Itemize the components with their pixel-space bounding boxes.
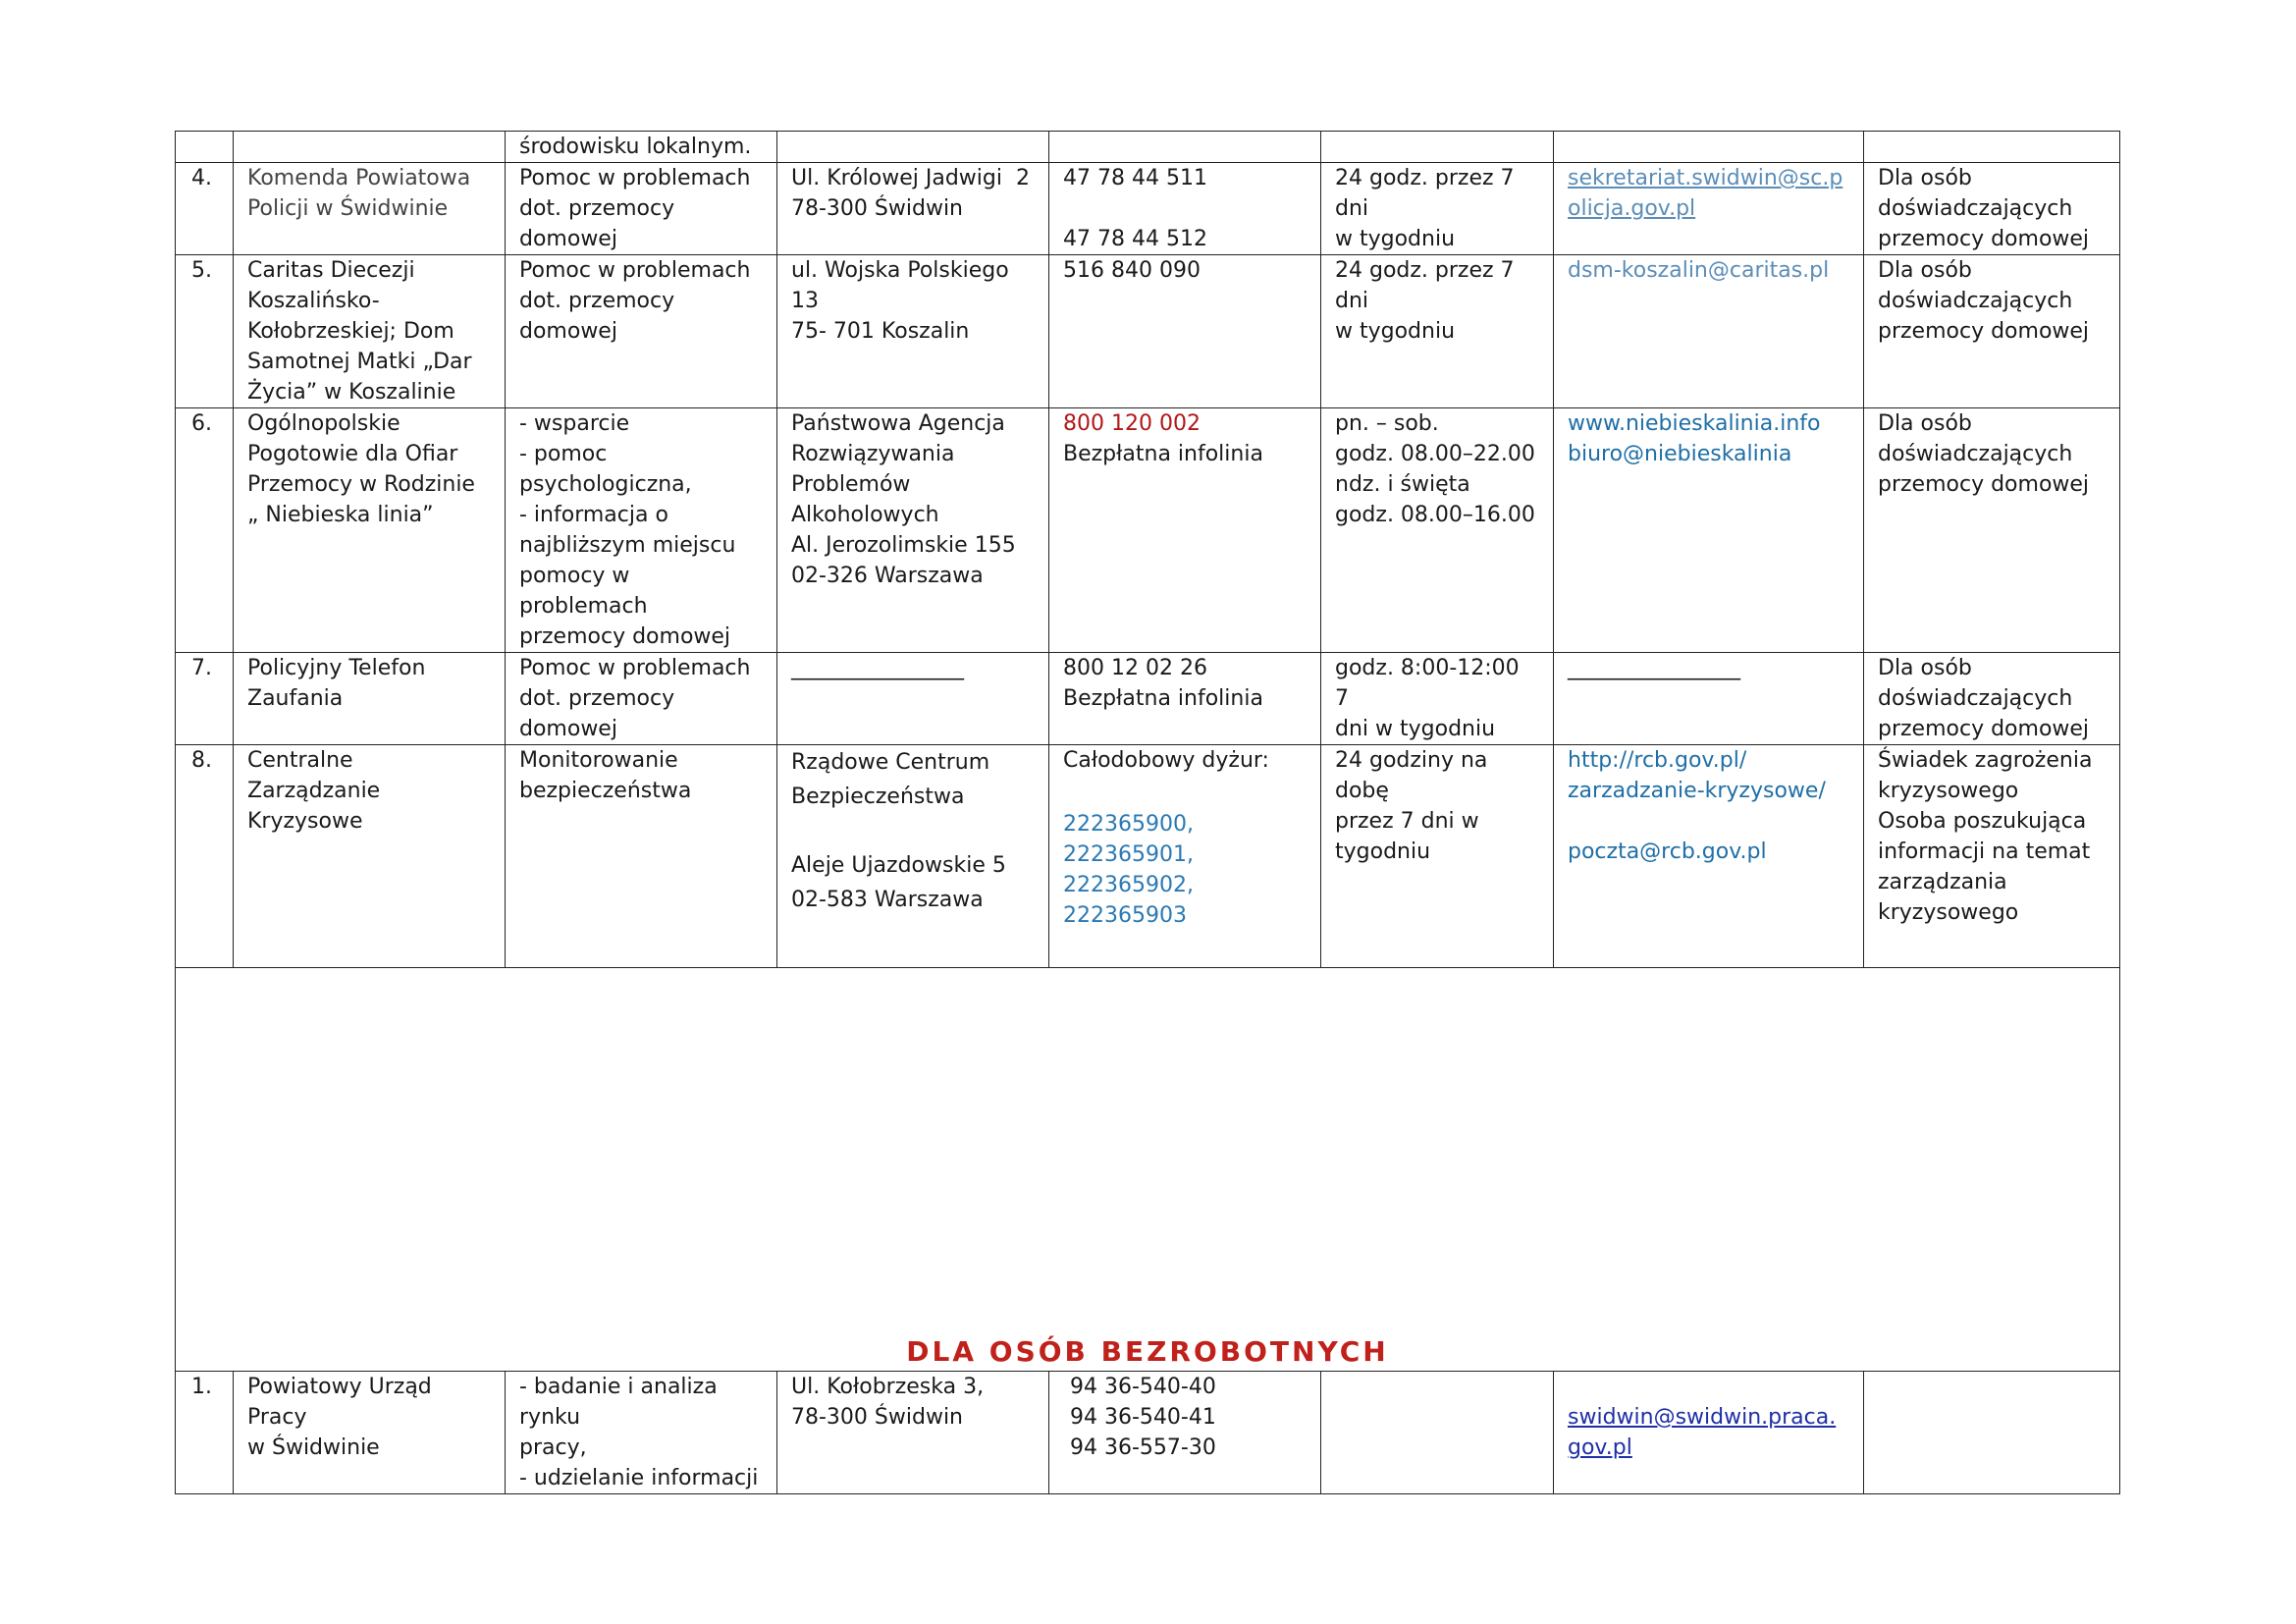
email-link[interactable]: biuro@niebieskalinia	[1568, 442, 1792, 466]
phone-number[interactable]: 222365902,	[1063, 873, 1194, 897]
row-number: 8.	[176, 745, 234, 968]
hours: godz. 8:00-12:00 7 dni w tygodniu	[1321, 653, 1554, 745]
contact: ________________	[1554, 653, 1864, 745]
row-number: 7.	[176, 653, 234, 745]
table-row	[176, 163, 2120, 255]
hours	[1321, 132, 1554, 163]
section-row	[176, 968, 2120, 1372]
phone	[1049, 132, 1321, 163]
phone: 516 840 090	[1049, 255, 1321, 408]
address: ul. Wojska Polskiego 13 75- 701 Koszalin	[777, 255, 1049, 408]
table-row	[176, 1372, 2120, 1494]
target-group	[1864, 132, 2120, 163]
address: Ul. Kołobrzeska 3, 78-300 Świdwin	[777, 1372, 1049, 1494]
target-group: Dla osób doświadczających przemocy domowej	[1864, 163, 2120, 255]
address: Ul. Królowej Jadwigi 2 78-300 Świdwin	[777, 163, 1049, 255]
target-group: Dla osób doświadczających przemocy domowej	[1864, 255, 2120, 408]
contact	[1554, 255, 1864, 408]
institution-name: Ogólnopolskie Pogotowie dla Ofiar Przemocy w Rodzinie „ Niebieska linia”	[234, 408, 506, 653]
institution-name: Komenda Powiatowa Policji w Świdwinie	[234, 163, 506, 255]
institution-name: Powiatowy Urząd Pracy w Świdwinie	[234, 1372, 506, 1494]
phone-number[interactable]: 222365901,	[1063, 842, 1194, 867]
scope-of-help: - wsparcie - pomoc psychologiczna, - informacja o najbliższym miejscu pomocy w problemach przemocy domowej	[506, 408, 777, 653]
row-number: 5.	[176, 255, 234, 408]
contact	[1554, 132, 1864, 163]
table-row	[176, 255, 2120, 408]
table-row	[176, 408, 2120, 653]
email-link[interactable]: swidwin@swidwin.praca.gov.pl	[1568, 1405, 1837, 1460]
contact	[1554, 1372, 1864, 1494]
hours: 24 godz. przez 7 dni w tygodniu	[1321, 255, 1554, 408]
section-title: DLA OSÓB BEZROBOTNYCH	[906, 1335, 1389, 1368]
scope-of-help: - badanie i analiza rynku pracy, - udzielanie informacji	[506, 1372, 777, 1494]
website-link-path[interactable]: zarzadzanie-kryzysowe/	[1568, 779, 1826, 803]
contact	[1554, 745, 1864, 968]
email-link[interactable]: sekretariat.swidwin@sc.policja.gov.pl	[1568, 166, 1843, 221]
target-group	[1864, 1372, 2120, 1494]
phone: Całodobowy dyżur: 222365900, 222365901, 222365902, 222365903	[1049, 745, 1321, 968]
institution-name: Policyjny Telefon Zaufania	[234, 653, 506, 745]
phone: 800 12 02 26 Bezpłatna infolinia	[1049, 653, 1321, 745]
row-number	[176, 132, 234, 163]
target-group: Dla osób doświadczających przemocy domowej	[1864, 408, 2120, 653]
section-cell	[176, 968, 2120, 1372]
institution-name: Centralne Zarządzanie Kryzysowe	[234, 745, 506, 968]
table-row	[176, 653, 2120, 745]
email-link[interactable]: poczta@rcb.gov.pl	[1568, 839, 1767, 864]
website-link[interactable]: www.niebieskalinia.info	[1568, 411, 1821, 436]
scope-of-help: Pomoc w problemach dot. przemocy domowej	[506, 255, 777, 408]
phone: 94 36-540-40 94 36-540-41 94 36-557-30	[1049, 1372, 1321, 1494]
institution-name	[234, 132, 506, 163]
contact	[1554, 163, 1864, 255]
address: Państwowa Agencja Rozwiązywania Problemów Alkoholowych Al. Jerozolimskie 155 02-326 Warszawa	[777, 408, 1049, 653]
phone: 47 78 44 511 47 78 44 512	[1049, 163, 1321, 255]
target-group: Dla osób doświadczających przemocy domowej	[1864, 653, 2120, 745]
address: ________________	[777, 653, 1049, 745]
scope-of-help: Pomoc w problemach dot. przemocy domowej	[506, 653, 777, 745]
hours: 24 godziny na dobę przez 7 dni w tygodniu	[1321, 745, 1554, 968]
website-link[interactable]: http://rcb.gov.pl/	[1568, 748, 1747, 773]
phone-number[interactable]: 222365903	[1063, 903, 1187, 928]
services-table	[175, 131, 2120, 1494]
scope-of-help: środowisku lokalnym.	[506, 132, 777, 163]
hours	[1321, 1372, 1554, 1494]
hours: 24 godz. przez 7 dni w tygodniu	[1321, 163, 1554, 255]
row-number: 4.	[176, 163, 234, 255]
table-row	[176, 745, 2120, 968]
table-row	[176, 132, 2120, 163]
phone-number[interactable]: 222365900,	[1063, 812, 1194, 837]
target-group: Świadek zagrożenia kryzysowego Osoba poszukująca informacji na temat zarządzania kryzysowego	[1864, 745, 2120, 968]
address: Rządowe Centrum Bezpieczeństwa Aleje Ujazdowskie 5 02-583 Warszawa	[777, 745, 1049, 968]
phone: 800 120 002 Bezpłatna infolinia	[1049, 408, 1321, 653]
address	[777, 132, 1049, 163]
hours: pn. – sob. godz. 08.00–22.00 ndz. i święta godz. 08.00–16.00	[1321, 408, 1554, 653]
institution-name: Caritas Diecezji Koszalińsko- Kołobrzeskiej; Dom Samotnej Matki „Dar Życia” w Koszalinie	[234, 255, 506, 408]
email-link[interactable]: dsm-koszalin@caritas.pl	[1568, 258, 1830, 283]
row-number: 1.	[176, 1372, 234, 1494]
row-number: 6.	[176, 408, 234, 653]
scope-of-help: Monitorowanie bezpieczeństwa	[506, 745, 777, 968]
scope-of-help: Pomoc w problemach dot. przemocy domowej	[506, 163, 777, 255]
contact	[1554, 408, 1864, 653]
hotline-number: 800 120 002	[1063, 411, 1201, 436]
